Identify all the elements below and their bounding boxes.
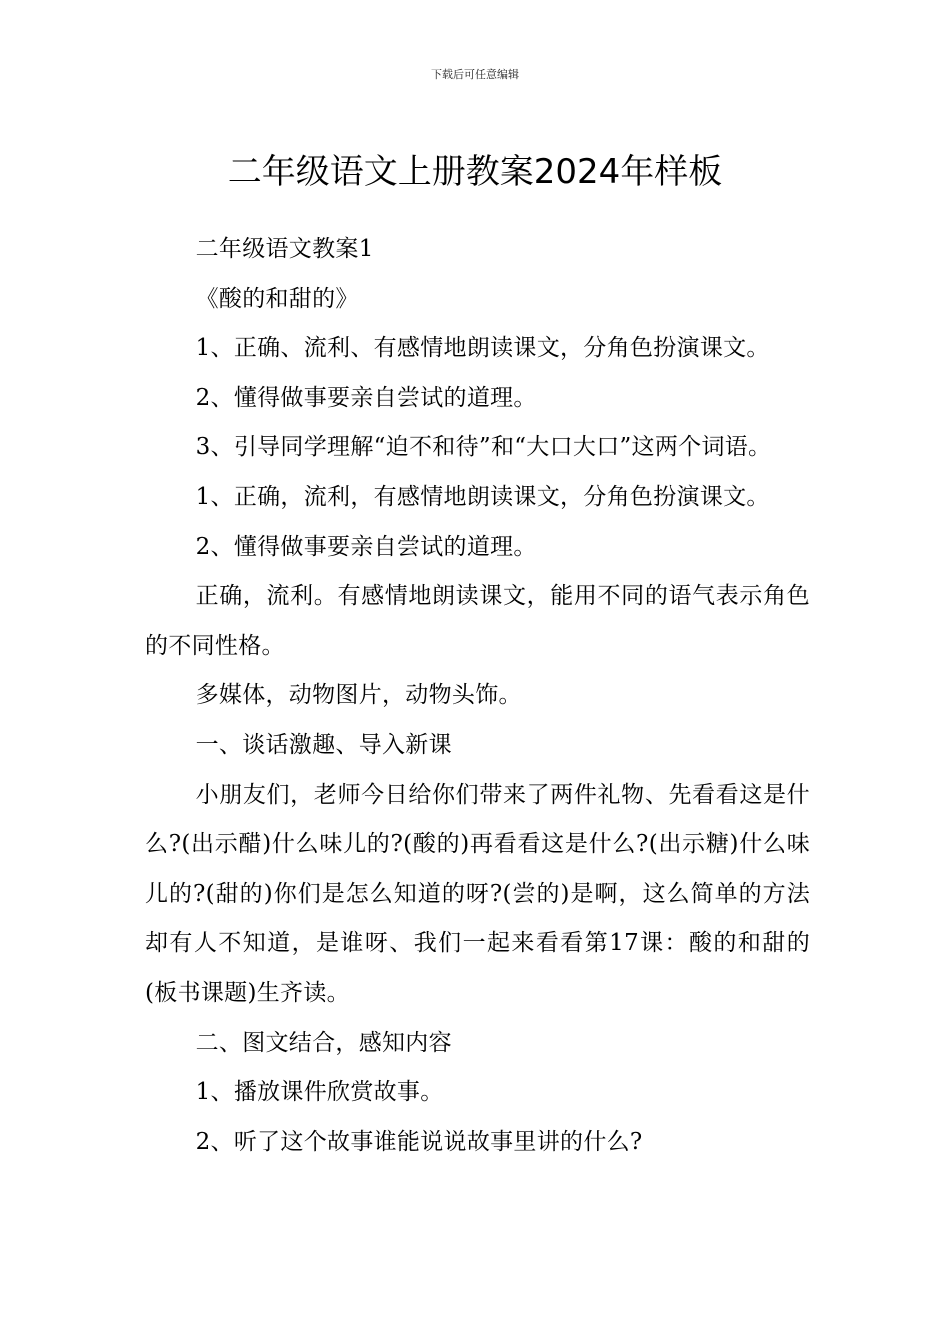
paragraph: 一、谈话激趣、导入新课 [195,731,452,758]
paragraph: 1、播放课件欣赏故事。 [195,1079,444,1106]
paragraph: 二年级语文教案1 [195,236,374,262]
paragraph: 1、正确、流利、有感情地朗读课文，分角色扮演课文。 [195,335,770,362]
paragraph: 《酸的和甜的》 [195,285,359,312]
page-header-note: 下载后可任意编辑 [431,68,519,81]
paragraph: 二、图文结合，感知内容 [195,1029,452,1056]
paragraph: 多媒体，动物图片，动物头饰。 [195,682,522,709]
document-title: 二年级语文上册教案2024年样板 [227,151,723,192]
paragraph: 2、听了这个故事谁能说说故事里讲的什么? [195,1128,643,1155]
paragraph: 1、正确，流利，有感情地朗读课文，分角色扮演课文。 [195,483,770,510]
paragraph: 2、懂得做事要亲自尝试的道理。 [195,384,537,411]
paragraph: 2、懂得做事要亲自尝试的道理。 [195,533,537,560]
paragraph: 小朋友们，老师今日给你们带来了两件礼物、先看看这是什么?(出示醋)什么味儿的?(酸的)再看看这是什么?(出示糖)什么味儿的?(甜的)你们是怎么知道的呀?(尝的)是啊，这么简单的方法却有人不知道，是谁呀、我们一起来看看第17课：酸的和甜的(板书课题)生齐读。 [145,781,810,1006]
paragraph: 3、引导同学理解“迫不和待”和“大口大口”这两个词语。 [195,434,772,461]
document-body [145,225,810,1167]
paragraph: 正确，流利。有感情地朗读课文，能用不同的语气表示角色的不同性格。 [145,583,810,659]
